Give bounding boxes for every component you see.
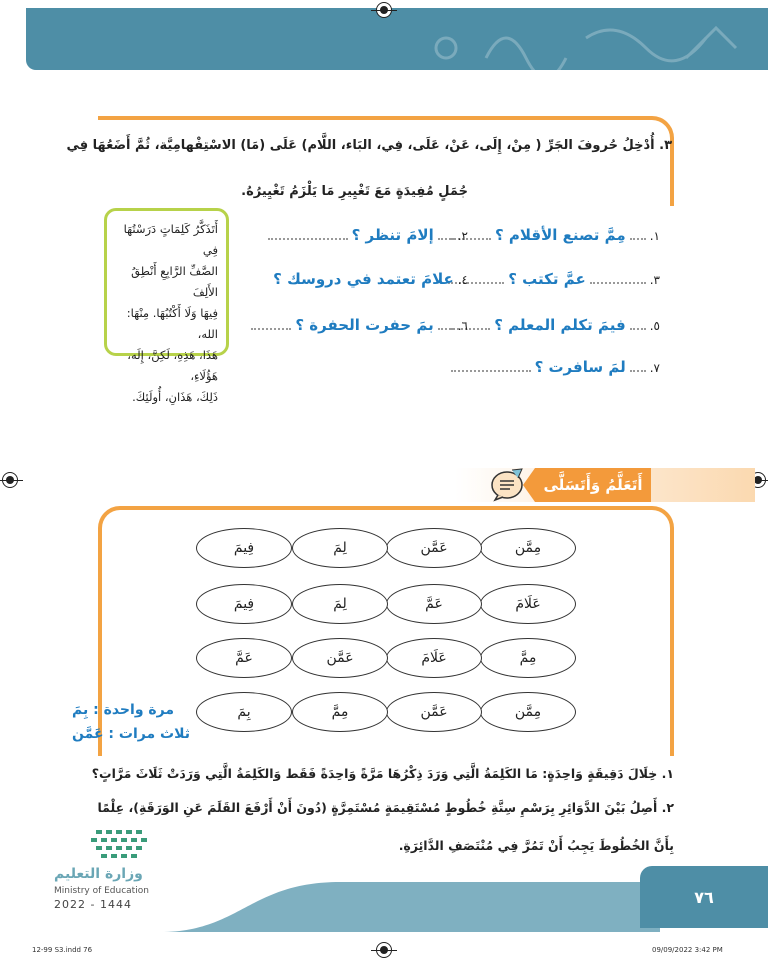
question-text: مِمَّ تصنع الأقلام ؟ xyxy=(495,226,626,244)
word-circle[interactable]: مِمَّ xyxy=(480,638,576,678)
word-circle[interactable]: لِمَ xyxy=(292,584,388,624)
note-line: أَتَذَكَّرُ كَلِمَاتٍ دَرَسْتُهَا فِي xyxy=(123,222,218,257)
word-circle[interactable]: عَمَّن xyxy=(386,528,482,568)
word-circle[interactable]: مِمَّ xyxy=(292,692,388,732)
note-line: فِيهَا وَلَا أَكْتُبُهَا. مِنْهَا: الله، xyxy=(126,306,218,341)
footer-wave xyxy=(160,866,660,932)
note-line: هَذَا، هَذِهِ، لَكِنَّ، إِلَه، هَؤُلَاءِ، xyxy=(127,348,218,383)
chat-bubble-icon xyxy=(490,468,524,502)
word-circle[interactable]: مِمَّن xyxy=(480,692,576,732)
answer-dots xyxy=(438,230,454,240)
print-slug-file: 12-99 S3.indd 76 xyxy=(32,946,93,954)
question-text: بمَ حفرت الحفرة ؟ xyxy=(295,316,434,334)
ministry-name-arabic: وزارة التعليم xyxy=(54,866,143,882)
answer-once: مرة واحدة : بِمَ xyxy=(72,702,175,718)
answer-dots xyxy=(251,320,291,330)
question-item xyxy=(450,316,660,334)
registration-mark-bottom xyxy=(376,942,392,958)
answer-dots xyxy=(590,274,646,284)
question-number: ١. xyxy=(649,229,660,243)
word-circle[interactable]: عَمَّ xyxy=(386,584,482,624)
answer-dots xyxy=(438,320,454,330)
question-item xyxy=(268,226,468,244)
question-text: لمَ سافرت ؟ xyxy=(534,358,626,376)
registration-mark-left xyxy=(2,472,18,488)
ministry-name-english: Ministry of Education xyxy=(54,886,149,896)
answer-three-times: ثلاث مرات : عَمَّن xyxy=(72,726,190,742)
exercise3-instruction-line2: جُمَلٍ مُفِيدَةٍ مَعَ تَغْيِيرِ مَا يَلْزَمُ تَغْيِيرُهُ. xyxy=(241,184,468,199)
word-circle[interactable]: بِمَ xyxy=(196,692,292,732)
word-circle[interactable]: عَلَامَ xyxy=(386,638,482,678)
question-number: ٣. xyxy=(649,273,660,287)
section-title: أَتَعَلَّمُ وَأَتَسَلَّى xyxy=(535,468,651,502)
registration-mark-top xyxy=(376,2,392,18)
reminder-note xyxy=(104,208,229,404)
word-circle[interactable]: عَمَّن xyxy=(386,692,482,732)
note-line: الصَّفِّ الرَّابِعِ أَنْطِقُ الأَلِفَ xyxy=(131,264,218,299)
question-text: علامَ تعتمد في دروسك ؟ xyxy=(273,270,454,288)
question-number: ٥. xyxy=(649,319,660,333)
answer-dots xyxy=(630,230,646,240)
word-circle[interactable]: عَمَّ xyxy=(196,638,292,678)
question-item xyxy=(448,270,660,288)
banner-pattern xyxy=(26,8,768,70)
exercise1-text: ١. خِلَالَ دَقِيقَةٍ وَاحِدَةٍ: مَا الكَلِمَةُ الَّتِي وَرَدَ ذِكْرُهَا مَرَّةً وَاحِدَةً فَقَط وَالكَلِمَةُ الَّتِي وَرَدَتْ ثَلَاثَ مَرَّاتٍ؟ xyxy=(91,766,674,781)
exercise2-text-line2: بِأَنَّ الخُطُوطَ يَجِبُ أَنْ تَمُرَّ فِي مُنْتَصَفِ الدَّائِرَةِ. xyxy=(398,838,674,853)
word-circle[interactable]: فِيمَ xyxy=(196,528,292,568)
word-circle[interactable]: مِمَّن xyxy=(480,528,576,568)
answer-dots xyxy=(451,362,531,372)
question-number: ٧. xyxy=(649,361,660,375)
exercise3-instruction-line1: ٣. أُدْخِلُ حُروفَ الجَرِّ ( مِنْ، إِلَى، عَنْ، عَلَى، فِي، البَاء، اللَّام) عَلَى (مَا) الاسْتِفْهامِيَّة، ثُمَّ أَضَعُهَا فِي xyxy=(66,138,672,153)
answer-dots xyxy=(630,320,646,330)
answer-dots xyxy=(268,230,348,240)
page-number: ٧٦ xyxy=(640,866,768,928)
question-item xyxy=(251,316,468,334)
word-circle[interactable]: فِيمَ xyxy=(196,584,292,624)
edition-year: 2022 - 1444 xyxy=(54,898,132,911)
question-number: ٢. xyxy=(457,229,468,243)
question-text: إلامَ تنظر ؟ xyxy=(351,226,434,244)
note-line: ذَلِكَ، هَذَانِ، أُولَئِكَ. xyxy=(132,390,218,404)
question-text: عمَّ تكتب ؟ xyxy=(508,270,586,288)
word-circle[interactable]: لِمَ xyxy=(292,528,388,568)
question-item xyxy=(451,226,660,244)
exercise2-text-line1: ٢. أَصِلُ بَيْنَ الدَّوَائِرِ بِرَسْمِ سِتَّةِ خُطُوطٍ مُسْتَقِيمَةٍ مُسْتَمِرَّةٍ (دُونَ أَنْ أَرْفَعَ القَلَمَ عَنِ الوَرَقَةِ)، عِلْمًا xyxy=(97,800,674,815)
question-text: فيمَ تكلم المعلم ؟ xyxy=(494,316,626,334)
answer-dots xyxy=(630,362,646,372)
question-number: ٦. xyxy=(457,319,468,333)
word-circle[interactable]: عَلَامَ xyxy=(480,584,576,624)
question-number: ٤. xyxy=(457,273,468,287)
ministry-logo-icon xyxy=(66,826,176,862)
question-item xyxy=(451,358,660,376)
top-banner xyxy=(26,8,768,70)
word-circle[interactable]: عَمَّن xyxy=(292,638,388,678)
question-item xyxy=(273,270,468,288)
print-slug-date: 09/09/2022 3:42 PM xyxy=(652,946,723,954)
